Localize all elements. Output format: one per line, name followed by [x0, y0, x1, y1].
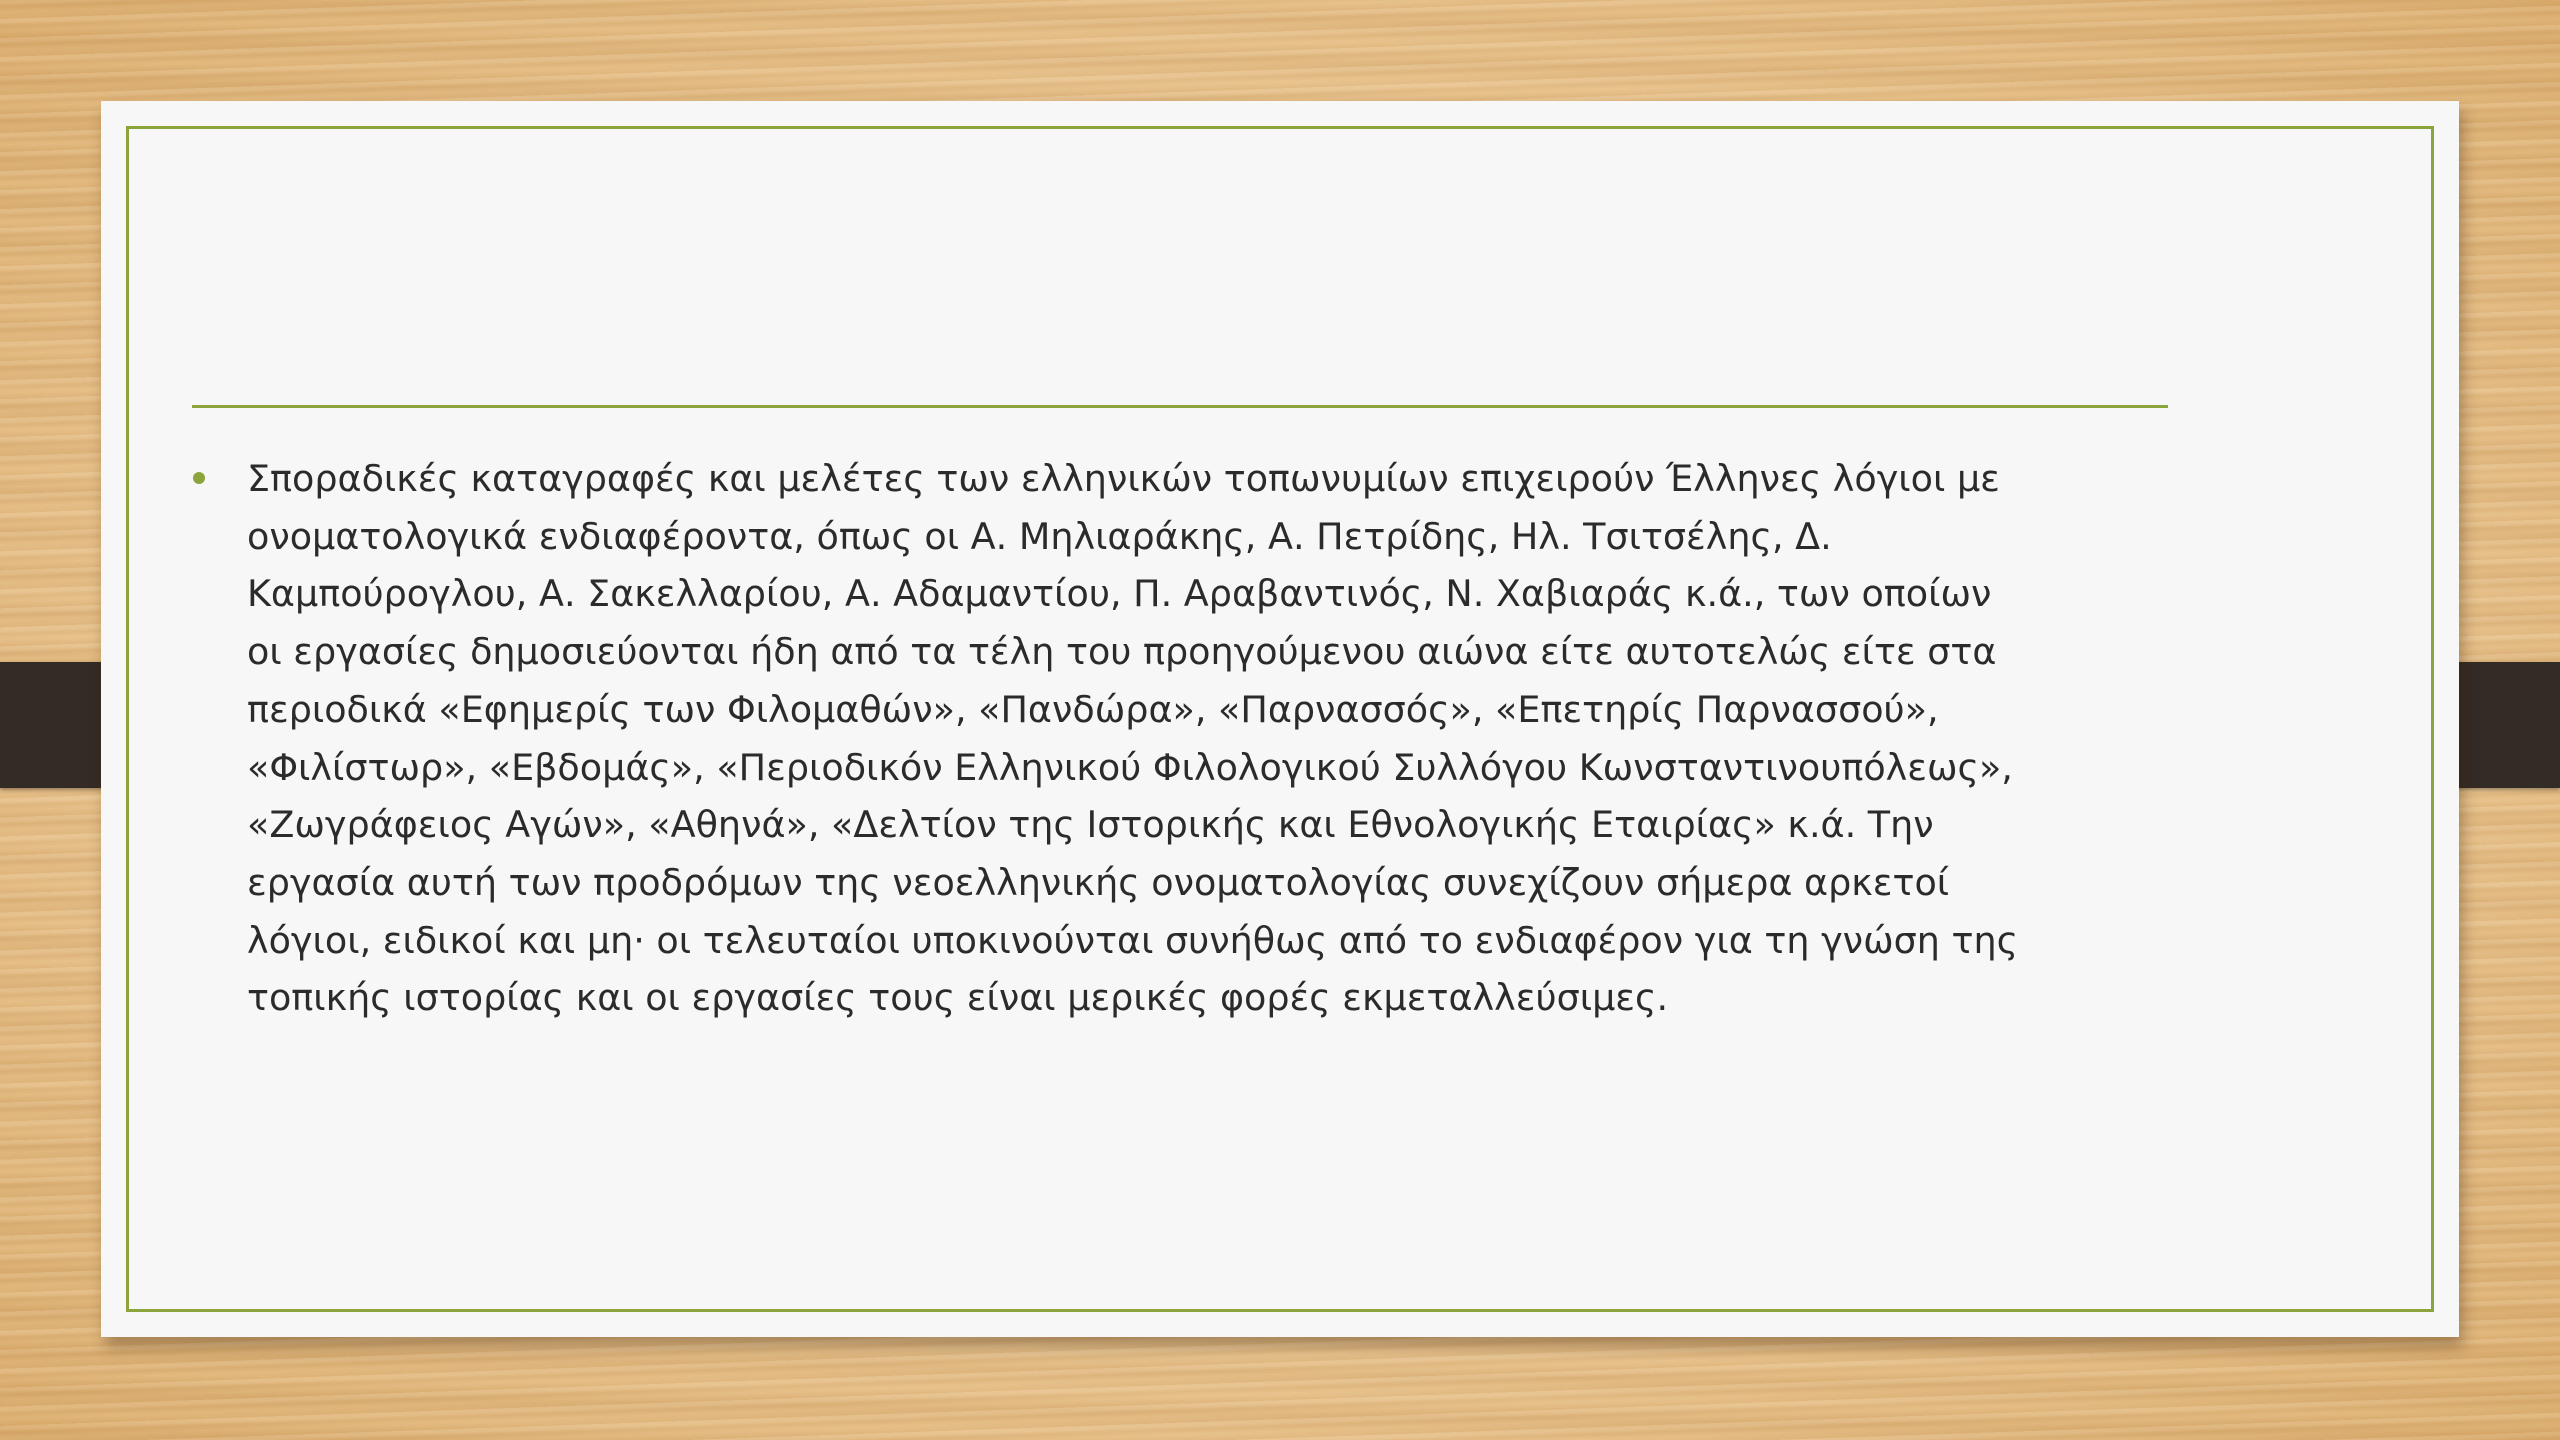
bullet-item [191, 450, 2151, 1027]
bullet-text: Σποραδικές καταγραφές και μελέτες των ελληνικών τοπωνυμίων επιχειρούν Έλληνες λόγιοι με ονοματολογικά ενδιαφέροντα, όπως οι Α. Μηλιαράκης, Α. Πετρίδης, Ηλ. Τσιτσέλης, Δ. Καμπούρογλου, Α. Σακελλαρίου, Α. Αδαμαντίου, Π. Αραβαντινός, Ν. Χαβιαράς κ.ά., των οποίων οι εργασίες δημοσιεύονται ήδη από τα τέλη του προηγούμενου αιώνα είτε αυτοτελώς είτε στα περιοδικά «Εφημερίς των Φιλομαθών», «Πανδώρα», «Παρνασσός», «Επετηρίς Παρνασσού», «Φιλίστωρ», «Εβδομάς», «Περιοδικόν Ελληνικού Φιλολογικού Συλλόγου Κωνσταντινουπόλεως», «Ζωγράφειος Αγών», «Αθηνά», «Δελτίον της Ιστορικής και Εθνολογικής Εταιρίας» κ.ά. Την εργασία αυτή των προδρόμων της νεοελληνικής ονοματολογίας συνεχίζουν σήμερα αρκετοί λόγιοι, ειδικοί και μη· οι τελευταίοι υποκινούνται συνήθως από το ενδιαφέρον για τη γνώση της τοπικής ιστορίας και οι εργασίες τους είναι μερικές φορές εκμεταλλεύσιμες. [247, 457, 2019, 1020]
title-divider [192, 405, 2168, 408]
slide-content [191, 450, 2151, 1027]
bullet-dot-icon [193, 472, 205, 484]
